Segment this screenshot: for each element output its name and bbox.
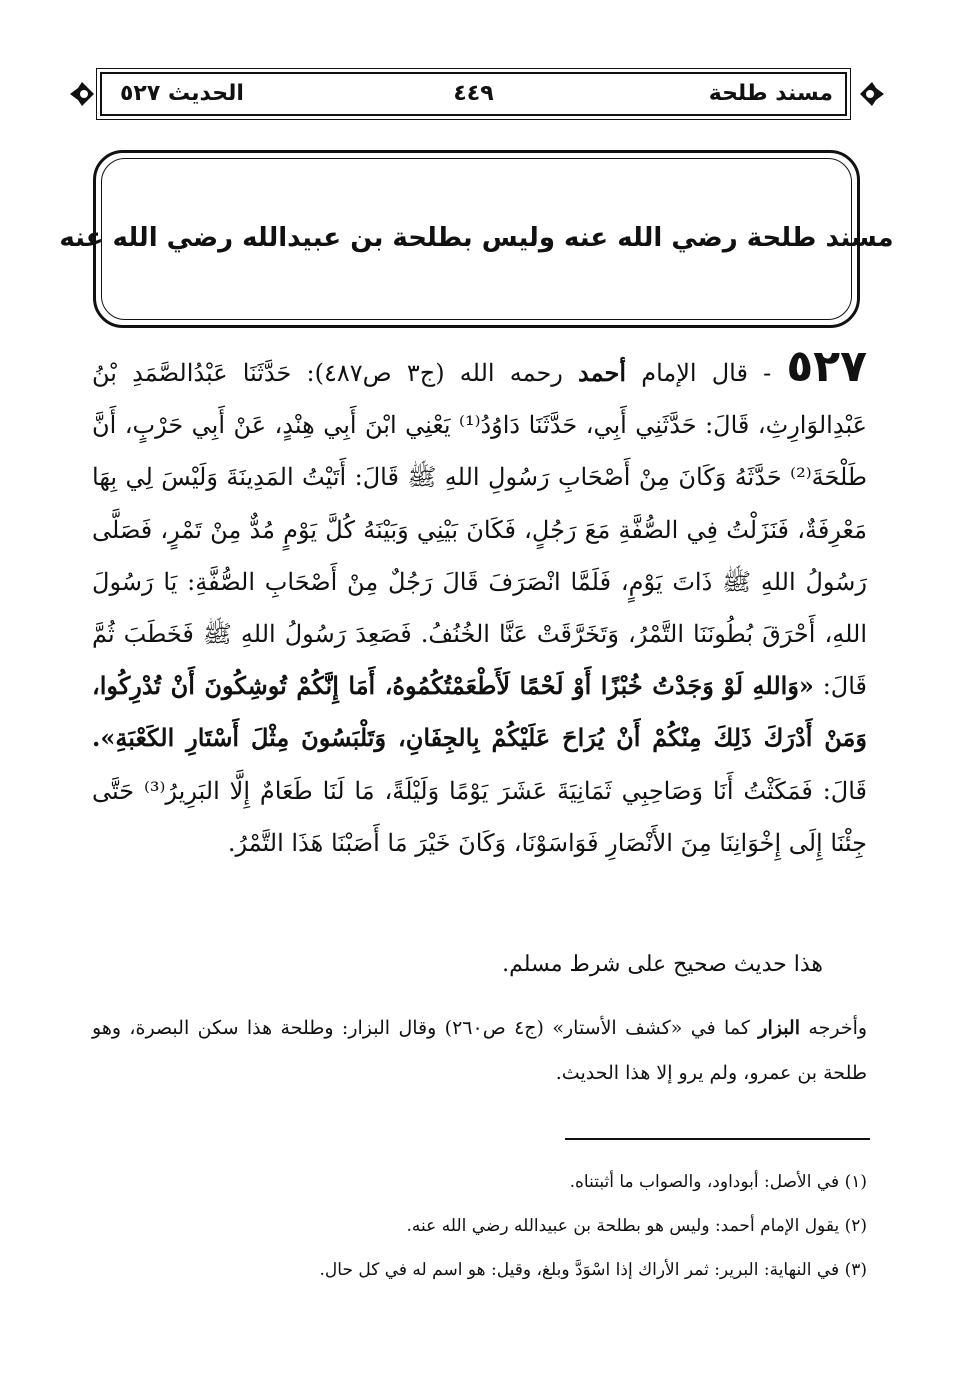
imam-name: أحمد xyxy=(578,358,627,387)
hadith-isnad: رحمه الله (ج٣ ص٤٨٧): حَدَّثَنَا عَبْدُالصَّمَدِ بْنُ عَبْدِالوَارِثِ، قَالَ: حَدَّثَنِي أَبِي، حَدَّثَنَا دَاوُدُ⁽¹⁾ يَعْنِي ابْنَ أَبِي هِنْدٍ، عَنْ أَبِي حَرْبٍ، أَنَّ طَلْحَةَ⁽²⁾ حَدَّثَهُ وَكَانَ مِنْ أَصْحَابِ رَسُولِ اللهِ ﷺ قَالَ: أَتَيْتُ المَدِينَةَ وَلَيْسَ لِي بِهَا مَعْرِفَةٌ، فَنَزَلْتُ فِي الصُّفَّةِ مَعَ رَجُلٍ، فَكَانَ بَيْنِي وَبَيْنَهُ كُلَّ يَوْمٍ مُدٌّ مِنْ تَمْرٍ، فَصَلَّى رَسُولُ اللهِ ﷺ ذَاتَ يَوْمٍ، فَلَمَّا انْصَرَفَ قَالَ رَجُلٌ مِنْ أَصْحَابِ الصُّفَّةِ: يَا رَسُولَ اللهِ، أَحْرَقَ بُطُونَنَا التَّمْرُ، وَتَخَرَّقَتْ عَنَّا الخُنُفُ. فَصَعِدَ رَسُولُ اللهِ ﷺ فَخَطَبَ ثُمَّ قَالَ: xyxy=(92,359,868,701)
ornament-right-icon xyxy=(860,78,886,110)
takhrij-lead: وأخرجه xyxy=(808,1017,868,1039)
prophetic-words: «وَاللهِ لَوْ وَجَدْتُ خُبْزًا أَوْ لَحْمًا لَأَطْعَمْتُكُمُوهُ، أَمَا إِنَّكُمْ تُوشِكُونَ أَنْ تُدْرِكُوا، وَمَنْ أَدْرَكَ ذَلِكَ مِنْكُمْ أَنْ يُرَاحَ عَلَيْكُمْ بِالجِفَانِ، وَتَلْبَسُونَ مِثْلَ أَسْتَارِ الكَعْبَةِ». xyxy=(92,671,867,753)
running-header xyxy=(100,72,847,116)
hadith-intro: - قال الإمام xyxy=(641,359,772,387)
hadith-number: ٥٢٧ xyxy=(786,341,867,392)
section-title: مسند طلحة رضي الله عنه وليس بطلحة بن عبيدالله رضي الله عنه xyxy=(59,223,894,253)
footnote-separator xyxy=(565,1138,870,1140)
ornament-left-icon xyxy=(68,78,94,110)
page-number: ٤٤٩ xyxy=(453,81,494,106)
footnotes xyxy=(92,1160,867,1292)
header-section-title: مسند طلحة xyxy=(708,81,833,106)
footnote-3: (٣) في النهاية: البرير: ثمر الأراك إذا اسْوَدَّ وبلغ، وقيل: هو اسم له في كل حال. xyxy=(319,1260,867,1280)
footnote-1: (١) في الأصل: أبوداود، والصواب ما أثبتناه. xyxy=(569,1172,867,1192)
takhrij-source: البزار xyxy=(758,1017,801,1039)
takhrij-paragraph xyxy=(92,1006,867,1096)
hadith-continuation: قَالَ: فَمَكَثْتُ أَنَا وَصَاحِبِي ثَمَانِيَةَ عَشَرَ يَوْمًا وَلَيْلَةً، مَا لَنَا طَعَامٌ إِلَّا البَرِيرُ⁽³⁾ حَتَّى جِئْنَا إِلَى إِخْوَانِنَا مِنَ الأَنْصَارِ فَوَاسَوْنَا، وَكَانَ خَيْرَ مَا أَصَبْنَا هَذَا التَّمْرُ. xyxy=(92,776,868,857)
hadith-text xyxy=(92,341,868,869)
footnote-2: (٢) يقول الإمام أحمد: وليس هو بطلحة بن عبيدالله رضي الله عنه. xyxy=(406,1216,867,1236)
header-hadith-label: الحديث ٥٢٧ xyxy=(120,81,244,106)
hadith-grade: هذا حديث صحيح على شرط مسلم. xyxy=(502,952,823,977)
takhrij-text: كما في «كشف الأستار» (ج٤ ص٢٦٠) وقال البزار: وطلحة هذا سكن البصرة، وهو طلحة بن عمرو، ولم يرو إلا هذا الحديث. xyxy=(92,1017,867,1084)
